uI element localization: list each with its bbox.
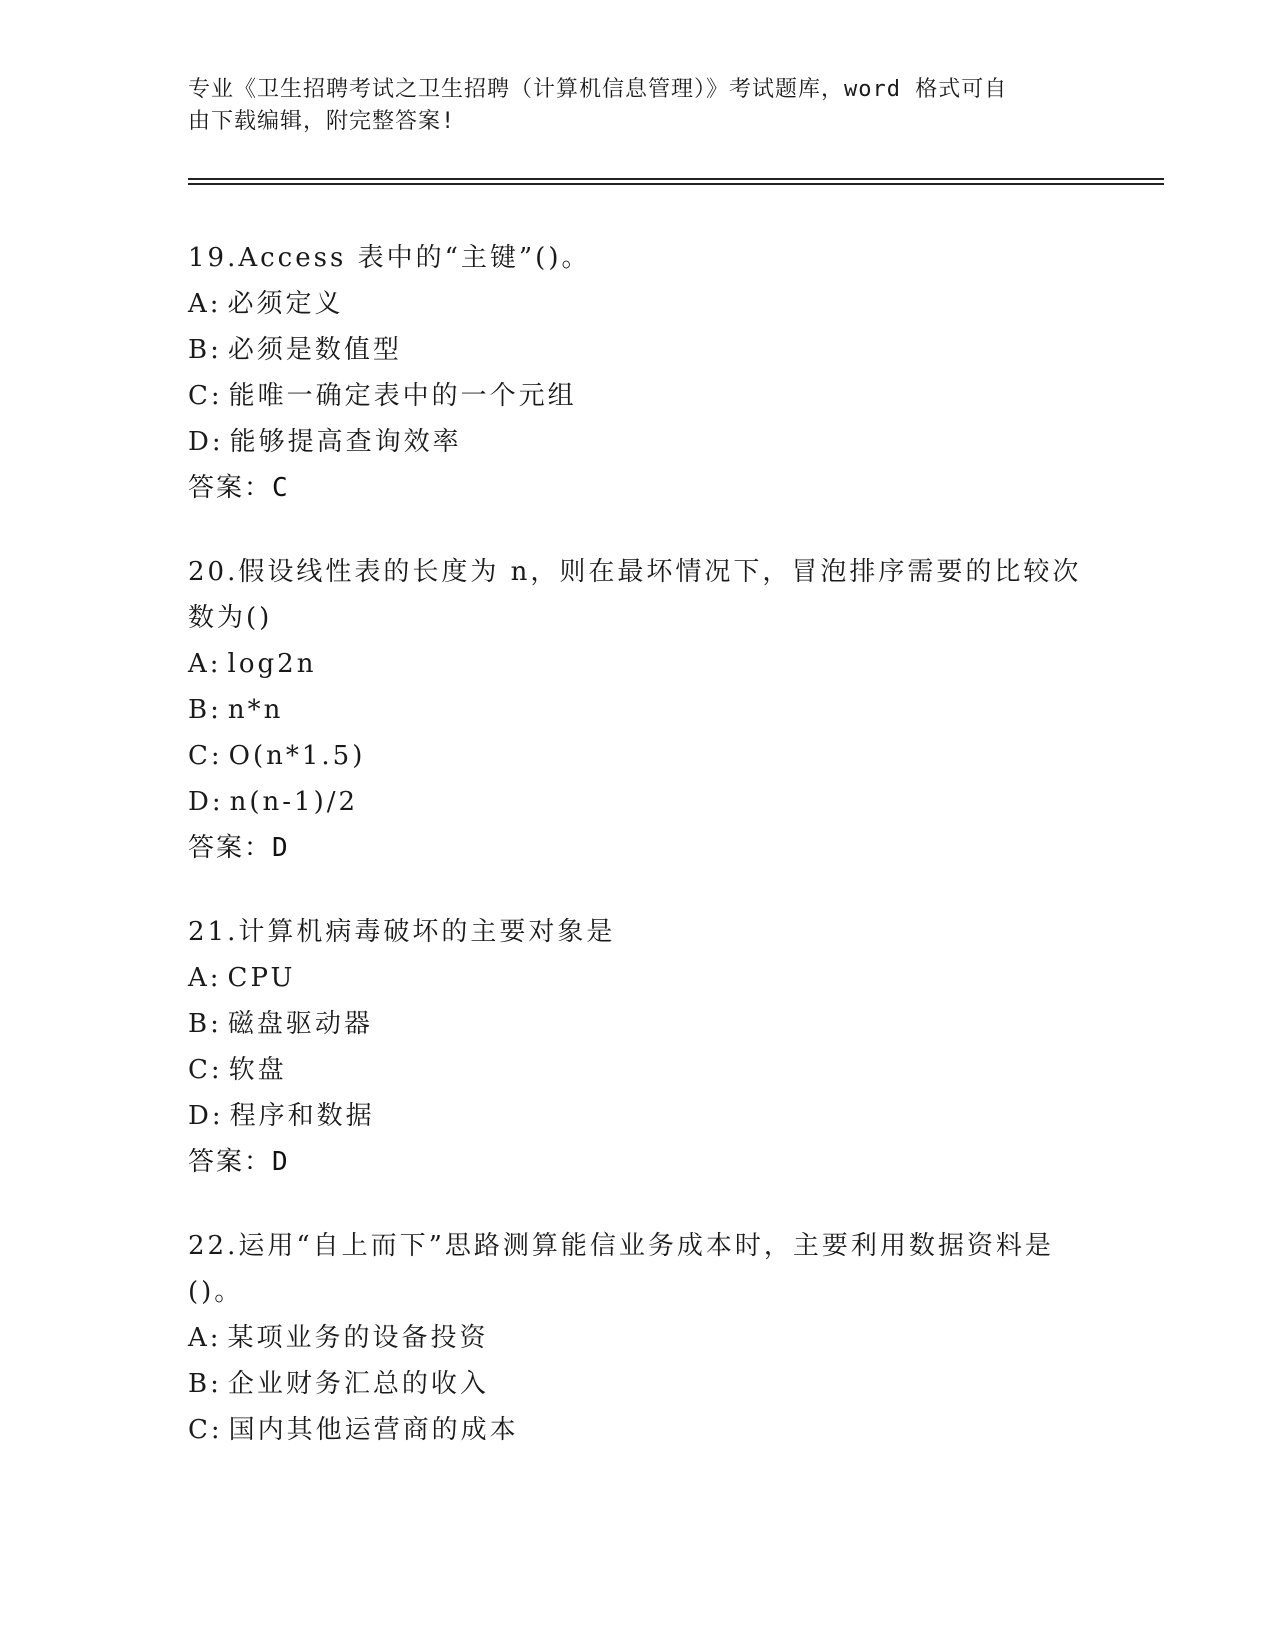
- document-header: [188, 74, 1068, 138]
- option-letter: B:: [188, 1009, 222, 1039]
- answer-line: [188, 465, 1088, 511]
- option-letter: B:: [188, 335, 222, 365]
- answer-label: 答案：: [188, 1147, 273, 1177]
- option-b: [188, 1361, 1088, 1407]
- answer-value: D: [272, 1147, 288, 1177]
- option-b: [188, 1001, 1088, 1047]
- answer-value: C: [272, 473, 288, 503]
- option-a: [188, 281, 1088, 327]
- option-letter: D:: [188, 787, 224, 817]
- question-22: [188, 1223, 1088, 1453]
- option-text: 能够提高查询效率: [229, 427, 462, 457]
- option-text: 某项业务的设备投资: [227, 1323, 489, 1353]
- option-letter: C:: [188, 1415, 223, 1445]
- option-letter: B:: [188, 695, 222, 725]
- option-letter: C:: [188, 741, 223, 771]
- question-stem: 20.假设线性表的长度为 n，则在最坏情况下，冒泡排序需要的比较次数为(): [188, 557, 1082, 633]
- option-c: [188, 733, 1088, 779]
- answer-label: 答案：: [188, 473, 273, 503]
- option-c: [188, 373, 1088, 419]
- option-text: 必须定义: [227, 289, 344, 319]
- header-line-1: 专业《卫生招聘考试之卫生招聘（计算机信息管理）》考试题库，word 格式可自: [188, 77, 1008, 102]
- question-stem: 22.运用“自上而下”思路测算能信业务成本时，主要利用数据资料是()。: [188, 1231, 1054, 1307]
- header-rule-bottom: [188, 183, 1164, 185]
- option-text: log2n: [227, 649, 317, 679]
- option-text: n(n-1)/2: [229, 787, 359, 817]
- option-letter: A:: [188, 963, 222, 993]
- question-stem: 19.Access 表中的“主键”()。: [188, 243, 591, 273]
- option-letter: A:: [188, 1323, 222, 1353]
- option-text: 程序和数据: [229, 1101, 375, 1131]
- option-c: [188, 1047, 1088, 1093]
- header-line-2: 由下载编辑，附完整答案!: [188, 109, 456, 134]
- option-letter: A:: [188, 649, 222, 679]
- option-d: [188, 1093, 1088, 1139]
- option-a: [188, 955, 1088, 1001]
- answer-label: 答案：: [188, 833, 273, 863]
- option-letter: C:: [188, 381, 223, 411]
- option-letter: D:: [188, 427, 224, 457]
- answer-line: [188, 1139, 1088, 1185]
- option-text: 能唯一确定表中的一个元组: [228, 381, 577, 411]
- option-a: [188, 1315, 1088, 1361]
- option-letter: D:: [188, 1101, 224, 1131]
- question-19: [188, 235, 1088, 511]
- option-text: 国内其他运营商的成本: [228, 1415, 519, 1445]
- option-text: 必须是数值型: [227, 335, 402, 365]
- answer-line: [188, 825, 1088, 871]
- option-letter: A:: [188, 289, 222, 319]
- question-stem: 21.计算机病毒破坏的主要对象是: [188, 917, 616, 947]
- option-letter: B:: [188, 1369, 222, 1399]
- option-text: n*n: [227, 695, 284, 725]
- option-d: [188, 419, 1088, 465]
- header-rule-top: [188, 178, 1164, 180]
- option-text: 企业财务汇总的收入: [227, 1369, 489, 1399]
- option-d: [188, 779, 1088, 825]
- answer-value: D: [272, 833, 288, 863]
- option-text: 软盘: [228, 1055, 287, 1085]
- option-text: O(n*1.5): [228, 741, 366, 771]
- option-c: [188, 1407, 1088, 1453]
- option-letter: C:: [188, 1055, 223, 1085]
- option-b: [188, 687, 1088, 733]
- question-21: [188, 909, 1088, 1185]
- option-a: [188, 641, 1088, 687]
- option-b: [188, 327, 1088, 373]
- question-20: [188, 549, 1088, 871]
- option-text: CPU: [227, 963, 296, 993]
- question-list: [188, 235, 1088, 1491]
- option-text: 磁盘驱动器: [227, 1009, 373, 1039]
